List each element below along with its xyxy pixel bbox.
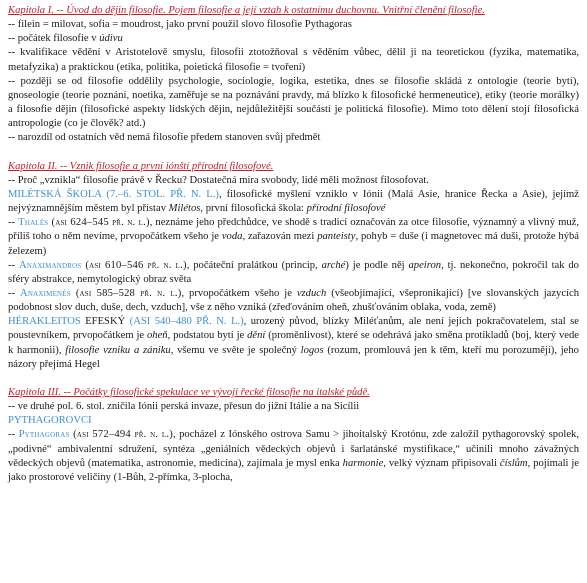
school-name: MILÉTSKÁ ŠKOLA (7.–6. STOL. PŘ. N. L.) [8,188,219,200]
philosopher-name: Anaximandros [18,259,82,271]
pythagoras-paragraph: -- Pythagoras (asi 572–494 př. n. l.), pocházel z Iónského ostrova Samu > jihoitalský Krotónu, zde založil pythagorovský spolek, „podivné“ ambivalentní sdružení, syntéza „geniálních vědeckých objevů i šarlatánské mystifikace,“ učinili mnoho závažných vědeckých objevů (matematika, astronomie, medicína), zajímala je mysl enka harmonie, velký význam připisovali číslům, pojímali je jako prostorové veličiny (1-Bůh, 2-přímka, 3-plocha, [8,429,579,483]
herakleitos-paragraph: HÉRAKLEITOS EFESKÝ (ASI 540–480 PŘ. N. L.), urozený původ, blízky Miléťanům, ale není jejich pokračovatelem, stal se poustevníkem, prvopočátkem je oheň, podstatou bytí je dění (proměnlivost), které se odehrává jako směna protikladů (boj, který vede k harmonii), filosofie vzniku a zániku, všemu ve světe je společný logos (rozum, promlouvá jen k těm, kteří mu porozumějí), jeho názory přejímá Hegel [8,316,579,370]
philosopher-name: Thalés [18,217,49,229]
philosopher-dates: (asi 610–546 př. n. l.) [85,259,187,271]
chapter-3-intro: -- ve druhé pol. 6. stol. zničila Iónii perská invaze, přesun do jižní Itálie a na Sicílii [8,401,360,413]
anaximenes-paragraph: -- Anaximenés (asi 585–528 př. n. l.), prvopočátkem všeho je vzduch (všeobjímající, všepronikající) [ve slovanských jazycích podobnost slov duch, duše, dech, vzduch], vše z něho vzniká (zřeďováním oheň, zhušťováním oblaka, voda, země) [8,287,579,314]
anaximandros-paragraph: -- Anaximandros (asi 610–546 př. n. l.), počáteční pralátkou (princip, arché) je podle něj apeiron, tj. nekonečno, pokročil tak do sféry abstrakce, nemytologický obraz světa [8,259,579,285]
chapter-1-item: -- filein = milovat, sofia = moudrost, jako první použil slovo filosofie Pythagoras [8,19,352,31]
chapter-1-item: -- narozdíl od ostatních věd nemá filosofie předem stanoven svůj předmět [8,132,321,144]
philosopher-name: HÉRAKLEITOS [8,316,81,328]
chapter-1-title: Kapitola I. -- Úvod do dějin filosofie. Pojem filosofie a její vztah k ostatnímu duchovnu. Vnitřní členění filosofie. [8,5,485,16]
chapter-1-item: -- kvalifikace vědění v Aristotelově smyslu, filosofii ztotožňoval s věděním vůbec, dělil ji na teoretickou (fyzika, matematika, metafyzika) a praktickou (etika, politika, poietická filosofie = tvoření) [8,47,579,73]
spacer [8,146,579,160]
philosopher-dates: (ASI 540–480 PŘ. N. L.) [129,316,244,328]
chapter-2-intro: -- Proč „vznikla“ filosofie právě v Řecku? Dostatečná míra svobody, lidé měli možnost filosofovat. [8,174,429,186]
philosopher-dates: (asi 624–545 př. n. l.) [51,217,150,229]
chapter-2-title: Kapitola II. -- Vznik filosofie a první iónští přírodní filosofové. [8,160,274,172]
pythagoreans-heading: PYTHAGOROVCI [8,415,92,427]
chapter-3-title: Kapitola III. -- Počátky filosofické spekulace ve vývoji řecké filosofie na italské půdě. [8,386,370,398]
philosopher-dates: (asi 572–494 př. n. l.) [73,429,173,441]
philosopher-dates: (asi 585–528 př. n. l.) [75,287,182,299]
chapter-1-item: -- později se od filosofie oddělily psychologie, sociologie, logika, estetika, dnes se filosofie skládá z ontologie (teorie bytí), gnoseologie (teorie poznání, noetika, zaměřuje se na poznávání pravdy, má blízko k filosofické hermeneutice), etiky (teorie morálky) a filosofie dějin (filosofické aspekty lidských dějin, nejdůležitější součástí je politická filosofie). Mimo toto dělení stojí filosofická antropologie (co je člověk? atd.) [8,75,579,130]
miletus-school-paragraph: MILÉTSKÁ ŠKOLA (7.–6. STOL. PŘ. N. L.), filosofické myšlení vzniklo v Iónii (Malá Asie, hranice Řecka a Asie), jejímž nejvýznamnějším městem byl přístav Milétos, první filosofická škola: přírodní filosofové [8,188,579,215]
philosopher-name: Anaximenés [20,287,71,299]
chapter-1-item: -- počátek filosofie v údivu [8,33,123,45]
philosopher-name: Pythagoras [18,429,70,441]
thales-paragraph: -- Thalés (asi 624–545 př. n. l.), neznáme jeho předchůdce, ve shodě s tradicí označován za otce filosofie, významný a vlivný muž, příliš toho o něm nevíme, prvopočátkem všeho je voda, zařazován mezi panteisty, pohyb = duše (i magnetovec má duši, protože hýbá železem) [8,217,580,257]
spacer [8,372,579,386]
